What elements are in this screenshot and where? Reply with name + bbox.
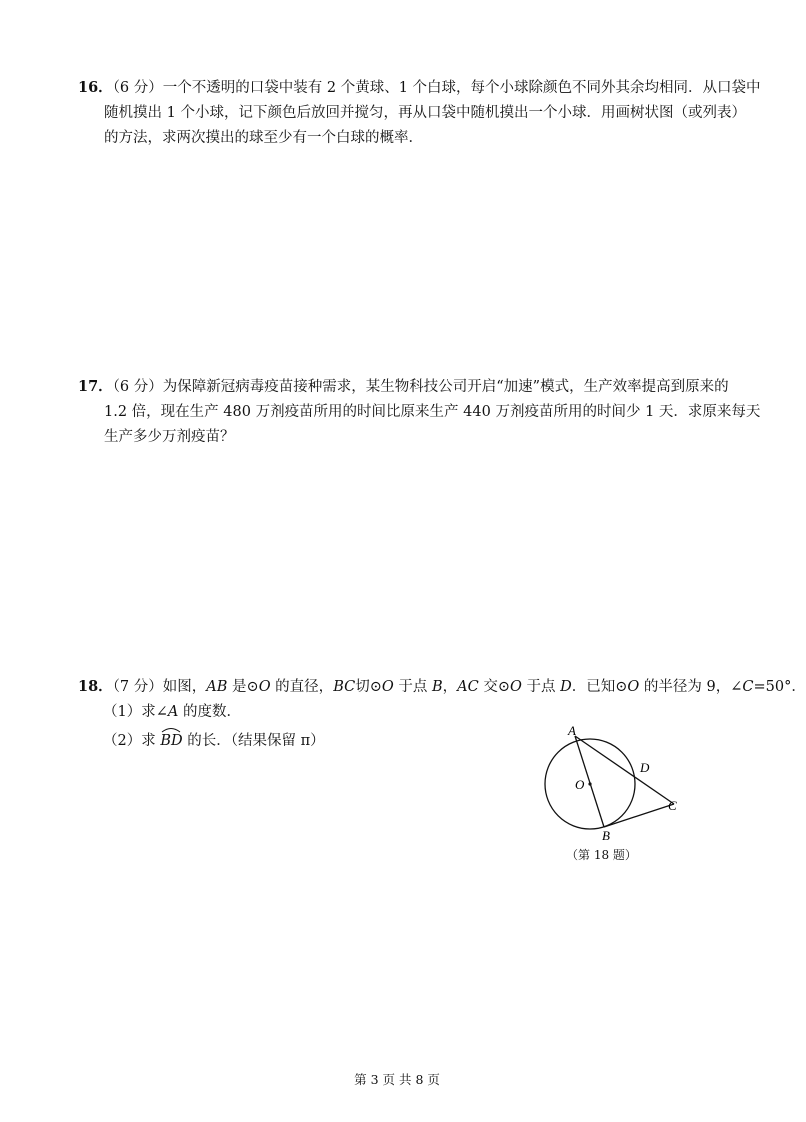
q18-line-1: 18．（7 分）如图，AB 是⊙O 的直径，BC切⊙O 于点 B，AC 交⊙O 于点 D．已知⊙O 的半径为 9，∠C=50°． <box>78 678 806 695</box>
question-16 <box>78 75 761 151</box>
page-footer: 第 3 页 共 8 页 <box>354 1072 440 1087</box>
question-17 <box>78 374 761 450</box>
question-18 <box>78 674 806 700</box>
q16-line-3: 的方法，求两次摸出的球至少有一个白球的概率． <box>104 130 423 146</box>
q16-line-2: 随机摸出 1 个小球，记下颜色后放回并搅匀，再从口袋中随机摸出一个小球．用画树状图（或列表） <box>104 105 746 121</box>
figure-caption: （第 18 题） <box>566 848 637 862</box>
label-d: D <box>640 760 650 775</box>
q17-number: 17． <box>78 378 113 395</box>
q16-line-1: 16．（6 分）一个不透明的口袋中装有 2 个黄球、1 个白球，每个小球除颜色不同外其余均相同．从口袋中 <box>78 79 761 96</box>
q17-line-3: 生产多少万剂疫苗？ <box>104 429 235 445</box>
q17-line-2: 1.2 倍，现在生产 480 万剂疫苗所用的时间比原来生产 440 万剂疫苗所用的时间少 1 天．求原来每天 <box>104 404 761 420</box>
label-o: O <box>575 777 585 792</box>
q16-number: 16． <box>78 79 113 96</box>
label-c: C <box>668 798 677 813</box>
q18-number: 18． <box>78 678 113 695</box>
geometry-figure <box>538 724 688 844</box>
arc-symbol-icon <box>160 725 182 733</box>
q17-line-1: 17．（6 分）为保障新冠病毒疫苗接种需求，某生物科技公司开启“加速”模式，生产效率提高到原来的 <box>78 378 729 395</box>
label-b: B <box>602 828 610 843</box>
center-point <box>588 782 591 785</box>
segment-bc <box>604 804 674 827</box>
arc-bd: BD <box>160 729 182 754</box>
label-a: A <box>568 723 576 738</box>
q18-part-2: （2）求 BD 的长．（结果保留 π） <box>103 729 325 754</box>
q18-part-1: （1）求∠A 的度数． <box>103 704 241 720</box>
segment-ac <box>575 736 674 804</box>
